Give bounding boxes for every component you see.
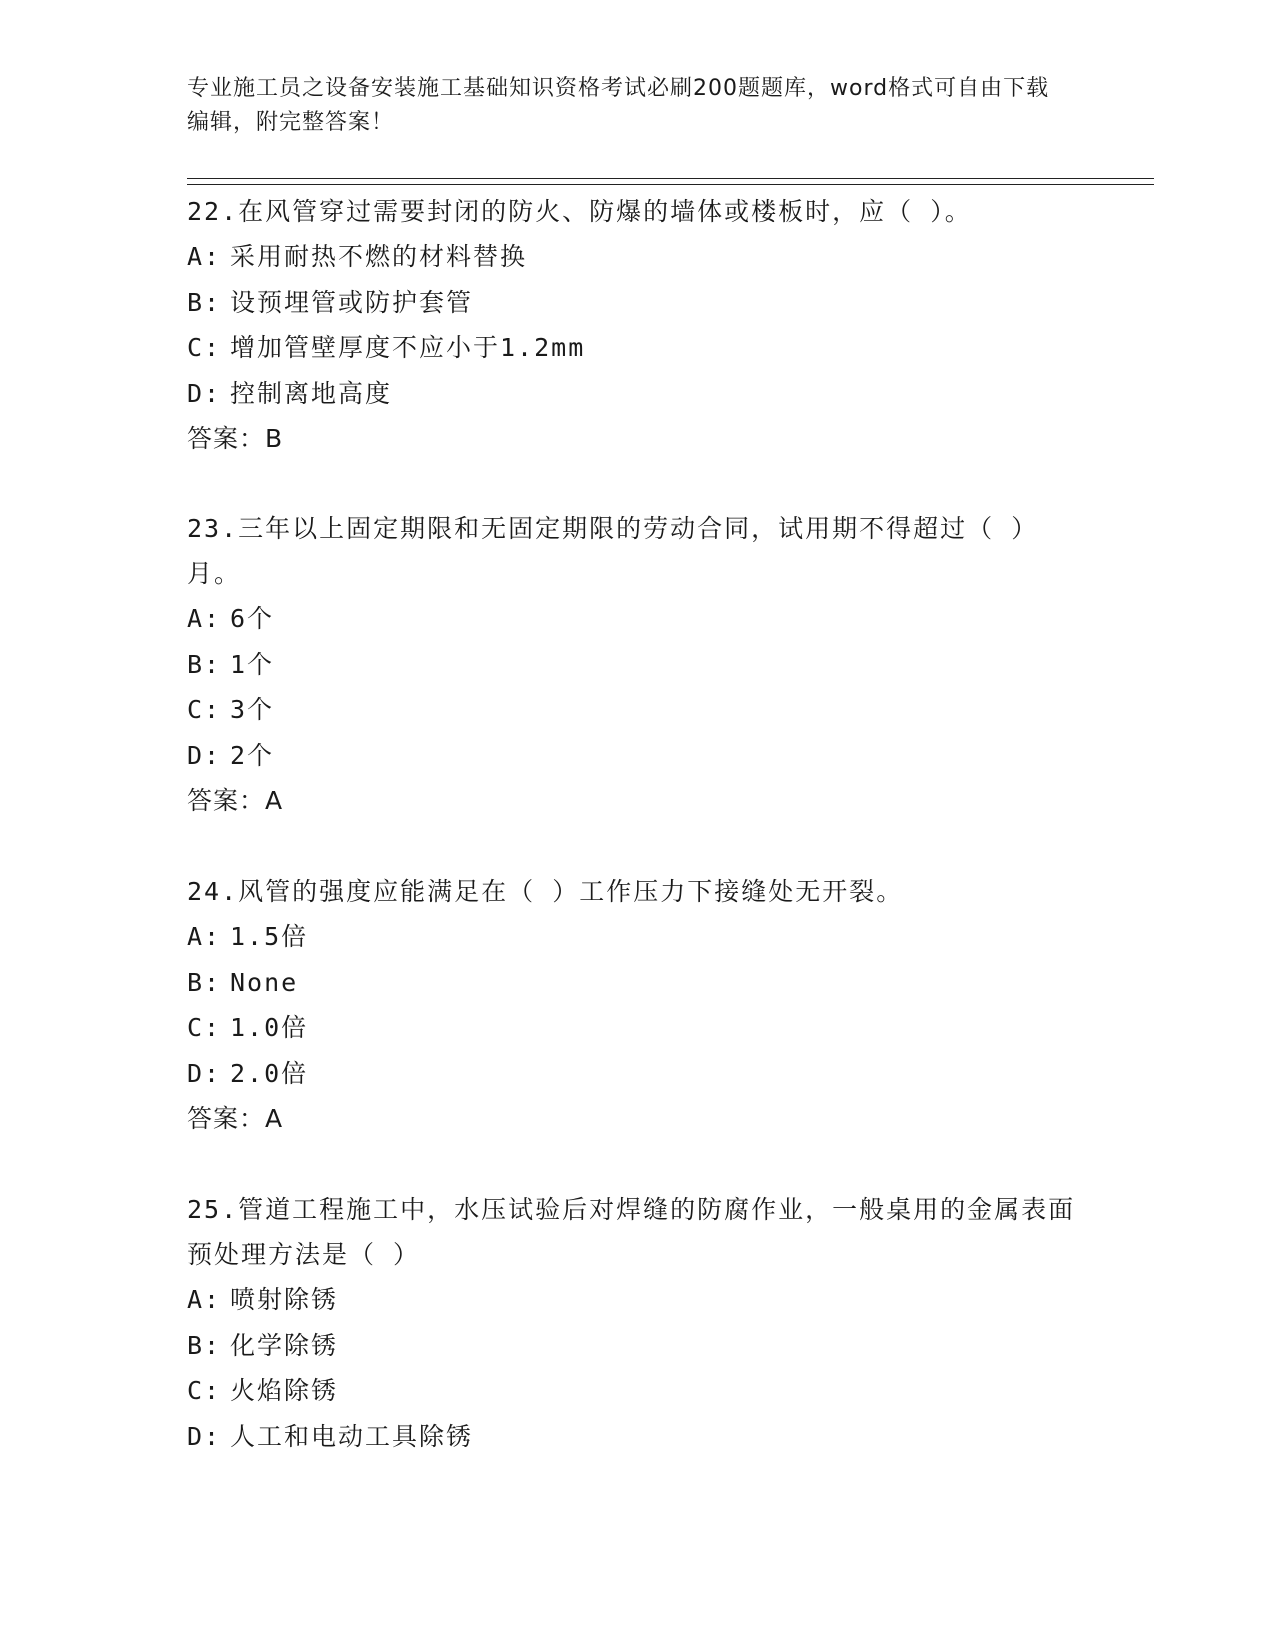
option-text: 喷射除锈 [230, 1285, 339, 1314]
question-stem: 22.在风管穿过需要封闭的防火、防爆的墙体或楼板时，应（ ）。 [187, 197, 972, 226]
option-d [187, 1051, 1077, 1097]
option-text: 增加管壁厚度不应小于1.2mm [230, 333, 586, 362]
question-stem: 24.风管的强度应能满足在（ ）工作压力下接缝处无开裂。 [187, 877, 904, 906]
question-24 [187, 869, 1077, 1141]
option-c [187, 1005, 1077, 1051]
option-text: 6个 [230, 604, 275, 633]
option-c [187, 687, 1077, 733]
question-25 [187, 1187, 1077, 1459]
answer: 答案：A [187, 786, 284, 815]
option-text: 化学除锈 [230, 1330, 339, 1360]
option-d [187, 733, 1077, 779]
option-text: 设预埋管或防护套管 [230, 287, 474, 317]
option-key: D: [187, 1421, 222, 1451]
option-key: C: [187, 1013, 222, 1042]
option-d [187, 1414, 1077, 1460]
option-text: 采用耐热不燃的材料替换 [230, 242, 528, 271]
option-b [187, 960, 1077, 1006]
option-key: B: [187, 649, 222, 679]
option-key: D: [187, 740, 222, 770]
header-divider-top [187, 178, 1154, 179]
option-key: A: [187, 242, 222, 271]
option-text: 1.0倍 [230, 1013, 309, 1042]
option-c [187, 1368, 1077, 1414]
header-divider-bottom [187, 184, 1154, 185]
option-text: 1个 [230, 649, 275, 679]
option-c [187, 325, 1077, 371]
option-b [187, 280, 1077, 326]
option-key: B: [187, 1330, 222, 1360]
option-text: 3个 [230, 695, 275, 724]
option-b [187, 1323, 1077, 1369]
option-key: C: [187, 333, 222, 362]
option-key: C: [187, 695, 222, 724]
option-key: D: [187, 1058, 222, 1088]
option-key: B: [187, 287, 222, 317]
question-23 [187, 506, 1077, 823]
option-text: 控制离地高度 [230, 378, 393, 408]
question-stem: 23.三年以上固定期限和无固定期限的劳动合同，试用期不得超过（ ）月。 [187, 514, 1039, 588]
question-stem: 25.管道工程施工中，水压试验后对焊缝的防腐作业，一般桌用的金属表面预处理方法是（ ） [187, 1195, 1076, 1269]
option-text: 1.5倍 [230, 922, 309, 951]
option-text: 火焰除锈 [230, 1376, 339, 1405]
option-text: 2个 [230, 740, 275, 770]
answer: 答案：B [187, 424, 284, 453]
option-a [187, 596, 1077, 642]
option-key: A: [187, 922, 222, 951]
option-d [187, 371, 1077, 417]
option-a [187, 1277, 1077, 1323]
option-text: None [230, 967, 299, 997]
option-b [187, 642, 1077, 688]
option-a [187, 914, 1077, 960]
option-key: A: [187, 1285, 222, 1314]
question-22 [187, 189, 1077, 461]
option-key: A: [187, 604, 222, 633]
option-text: 2.0倍 [230, 1058, 309, 1088]
answer: 答案：A [187, 1104, 284, 1133]
option-key: D: [187, 378, 222, 408]
option-key: B: [187, 967, 222, 997]
document-header: 专业施工员之设备安装施工基础知识资格考试必刷200题题库，word格式可自由下载编辑，附完整答案！ [187, 76, 1050, 135]
option-a [187, 234, 1077, 280]
option-key: C: [187, 1376, 222, 1405]
option-text: 人工和电动工具除锈 [230, 1421, 474, 1451]
